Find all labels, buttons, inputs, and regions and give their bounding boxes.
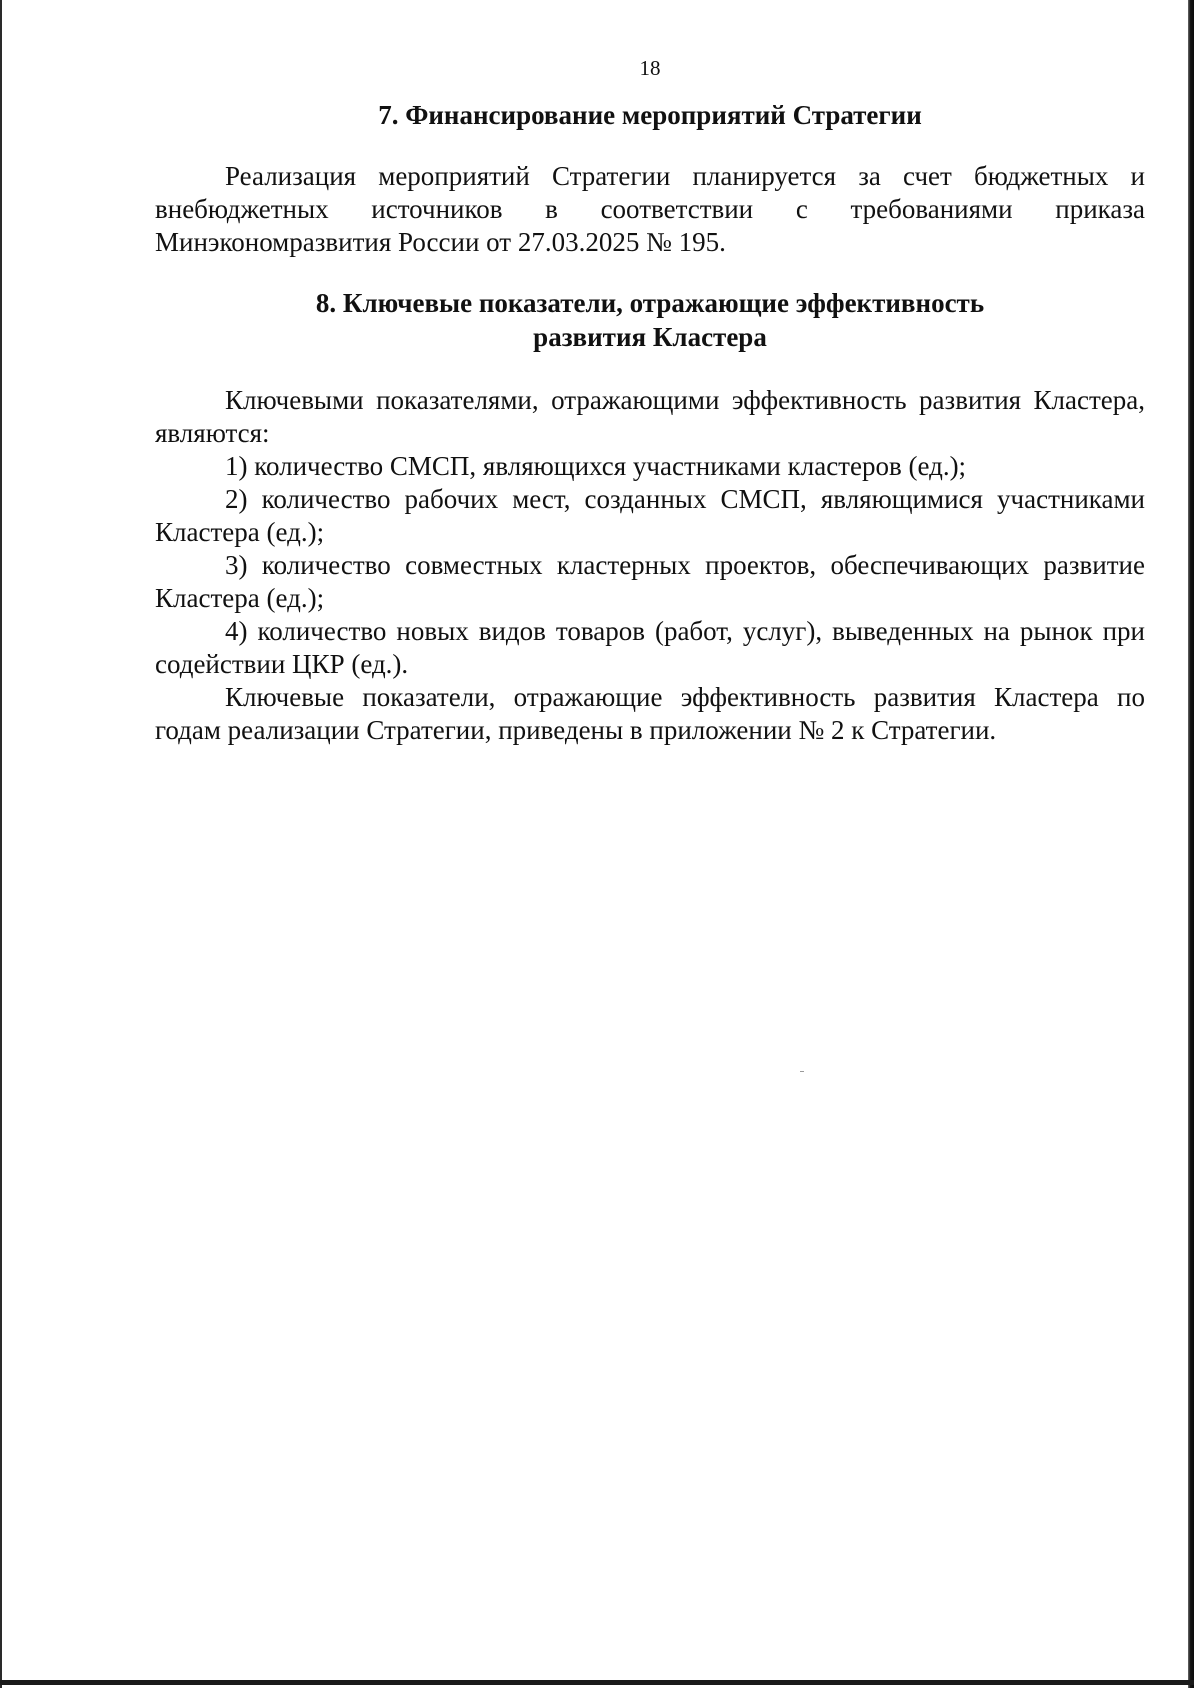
section-7-heading [155, 98, 1145, 132]
indicator-item-3: 3) количество совместных кластерных проектов, обеспечивающих развитие Кластера (ед.); [155, 550, 1145, 613]
scan-speck [800, 1071, 804, 1072]
section-7-body [155, 160, 1145, 259]
indicator-item-2: 2) количество рабочих мест, созданных СМСП, являющимися участниками Кластера (ед.); [155, 484, 1145, 547]
section-8-heading [155, 286, 1145, 354]
scan-edge-right [1188, 0, 1194, 1688]
section-8-title-line-2: развития Кластера [533, 322, 767, 352]
indicator-item-1: 1) количество СМСП, являющихся участниками кластеров (ед.); [225, 451, 967, 481]
section-8-intro: Ключевыми показателями, отражающими эффективность развития Кластера, являются: [155, 385, 1145, 448]
page-number: 18 [639, 56, 661, 80]
indicator-item-4: 4) количество новых видов товаров (работ, услуг), выведенных на рынок при содействии ЦКР (ед.). [155, 616, 1145, 679]
section-8-title-line-1: 8. Ключевые показатели, отражающие эффективность [315, 288, 985, 318]
scan-edge-left [0, 0, 2, 1688]
section-7-title: 7. Финансирование мероприятий Стратегии [378, 100, 922, 130]
section-8-closing: Ключевые показатели, отражающие эффективность развития Кластера по годам реализации Стратегии, приведены в приложении № 2 к Стратегии. [155, 682, 1145, 745]
section-8-body [155, 384, 1145, 747]
section-7-paragraph: Реализация мероприятий Стратегии планируется за счет бюджетных и внебюджетных источников в соответствии с требованиями приказа Минэкономразвития России от 27.03.2025 № 195. [155, 161, 1145, 257]
scan-edge-bottom [0, 1680, 1194, 1685]
